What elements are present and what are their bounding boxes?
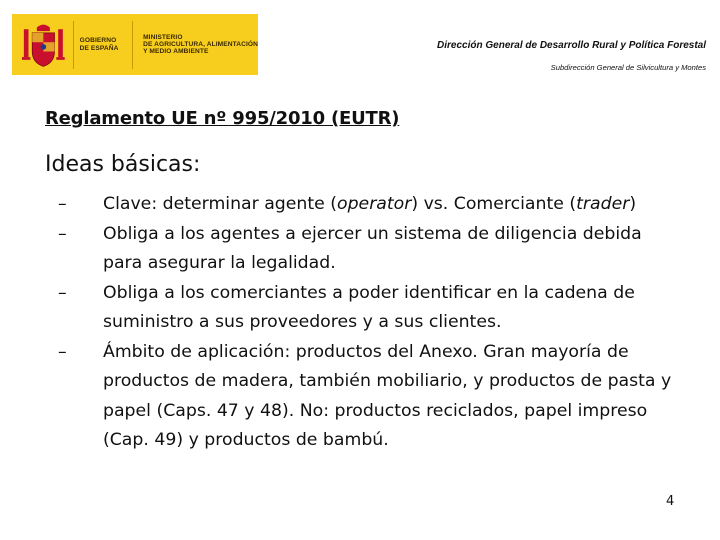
bullet-text: Ámbito de aplicación: productos del Anexo. Gran mayoría de productos de madera, también mobiliario, y productos de pasta y papel (Caps. 47 y 48). No: productos reciclados, papel impreso (Cap. 49) y productos de bambú. [103,341,672,450]
logo-line: DE AGRICULTURA, ALIMENTACIÓN [143,40,258,48]
header-info [437,40,706,72]
regulation-title: Reglamento UE nº 995/2010 (EUTR) [45,108,400,129]
text-fragment: ) vs. Comerciante ( [411,194,577,214]
list-item [48,220,678,279]
logo-divider [132,21,133,69]
list-item [48,190,678,220]
dash-icon: – [58,341,67,362]
text-fragment: Clave: determinar agente ( [103,194,338,214]
text-fragment: ) [629,194,637,214]
dash-icon: – [58,194,67,214]
bullet-text: Obliga a los agentes a ejercer un sistema de diligencia debida para asegurar la legalidad. [103,223,642,273]
logo-line: MINISTERIO [143,33,183,41]
government-logo [12,14,258,75]
coat-of-arms-icon [22,20,65,70]
logo-line: Y MEDIO AMBIENTE [143,48,209,56]
logo-line: DE ESPAÑA [79,44,119,52]
page-number: 4 [666,494,675,509]
logo-divider [73,21,74,69]
ministry-name [143,34,258,56]
logo-line: GOBIERNO [79,37,117,45]
header-subtitle: Subdirección General de Silvicultura y Montes [550,63,706,72]
list-item [48,279,678,338]
italic-term: trader [576,194,630,214]
header-title: Dirección General de Desarrollo Rural y Política Forestal [437,40,706,51]
dash-icon: – [58,223,67,244]
dash-icon: – [58,282,67,303]
government-name [80,37,125,51]
section-heading: Ideas básicas: [45,152,201,177]
bullet-list [48,190,678,456]
list-item [48,338,678,456]
italic-term: operator [337,194,412,214]
bullet-text: Obliga a los comerciantes a poder identificar en la cadena de suministro a sus proveedores y a sus clientes. [103,282,635,332]
